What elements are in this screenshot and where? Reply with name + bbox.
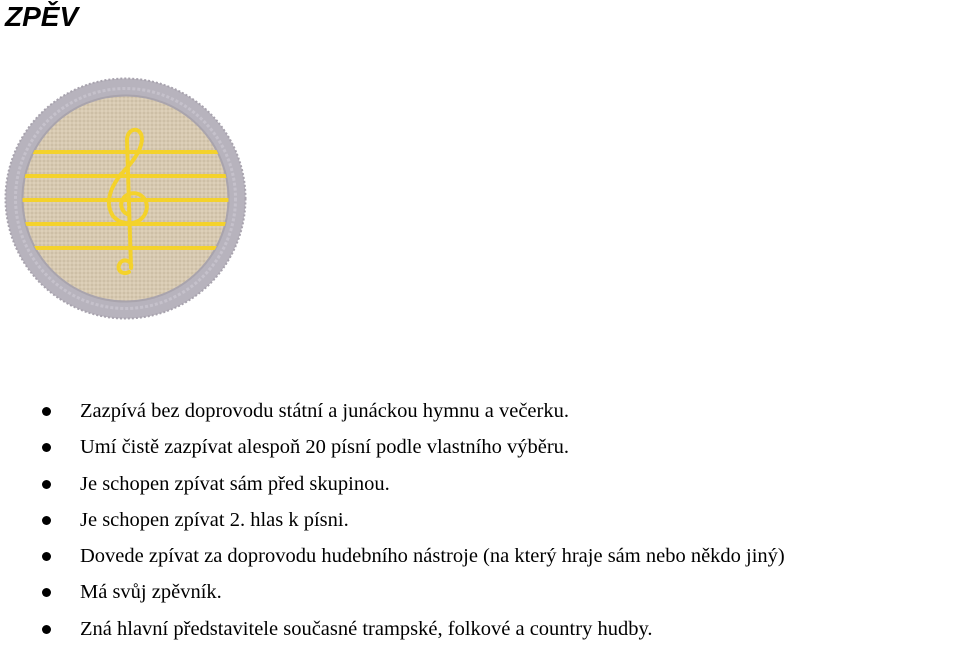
- list-item: [0, 505, 960, 541]
- list-item: [0, 541, 960, 577]
- list-item: [0, 577, 960, 613]
- badge-image: [3, 76, 248, 321]
- bullet-icon: [42, 480, 51, 489]
- requirement-text: Umí čistě zazpívat alespoň 20 písní podle vlastního výběru.: [80, 436, 570, 459]
- bullet-icon: [42, 552, 51, 561]
- requirement-text: Je schopen zpívat 2. hlas k písni.: [80, 508, 349, 531]
- list-item: [0, 469, 960, 505]
- list-item: [0, 614, 960, 650]
- bullet-icon: [42, 443, 51, 452]
- requirement-text: Má svůj zpěvník.: [80, 581, 222, 604]
- requirement-text: Dovede zpívat za doprovodu hudebního nástroje (na který hraje sám nebo někdo jiný): [80, 545, 785, 568]
- page-title: ZPĚV: [5, 1, 79, 32]
- requirement-text: Zná hlavní představitele současné trampské, folkové a country hudby.: [80, 617, 653, 640]
- requirements-list: [0, 396, 960, 650]
- bullet-icon: [42, 625, 51, 634]
- requirement-text: Zazpívá bez doprovodu státní a junáckou hymnu a večerku.: [80, 400, 569, 422]
- bullet-icon: [42, 407, 51, 416]
- list-item: [0, 432, 960, 468]
- bullet-icon: [42, 516, 51, 525]
- requirement-text: Je schopen zpívat sám před skupinou.: [80, 472, 390, 495]
- list-item: [0, 396, 960, 432]
- treble-clef-staff-badge-icon: [3, 76, 248, 321]
- bullet-icon: [42, 588, 51, 597]
